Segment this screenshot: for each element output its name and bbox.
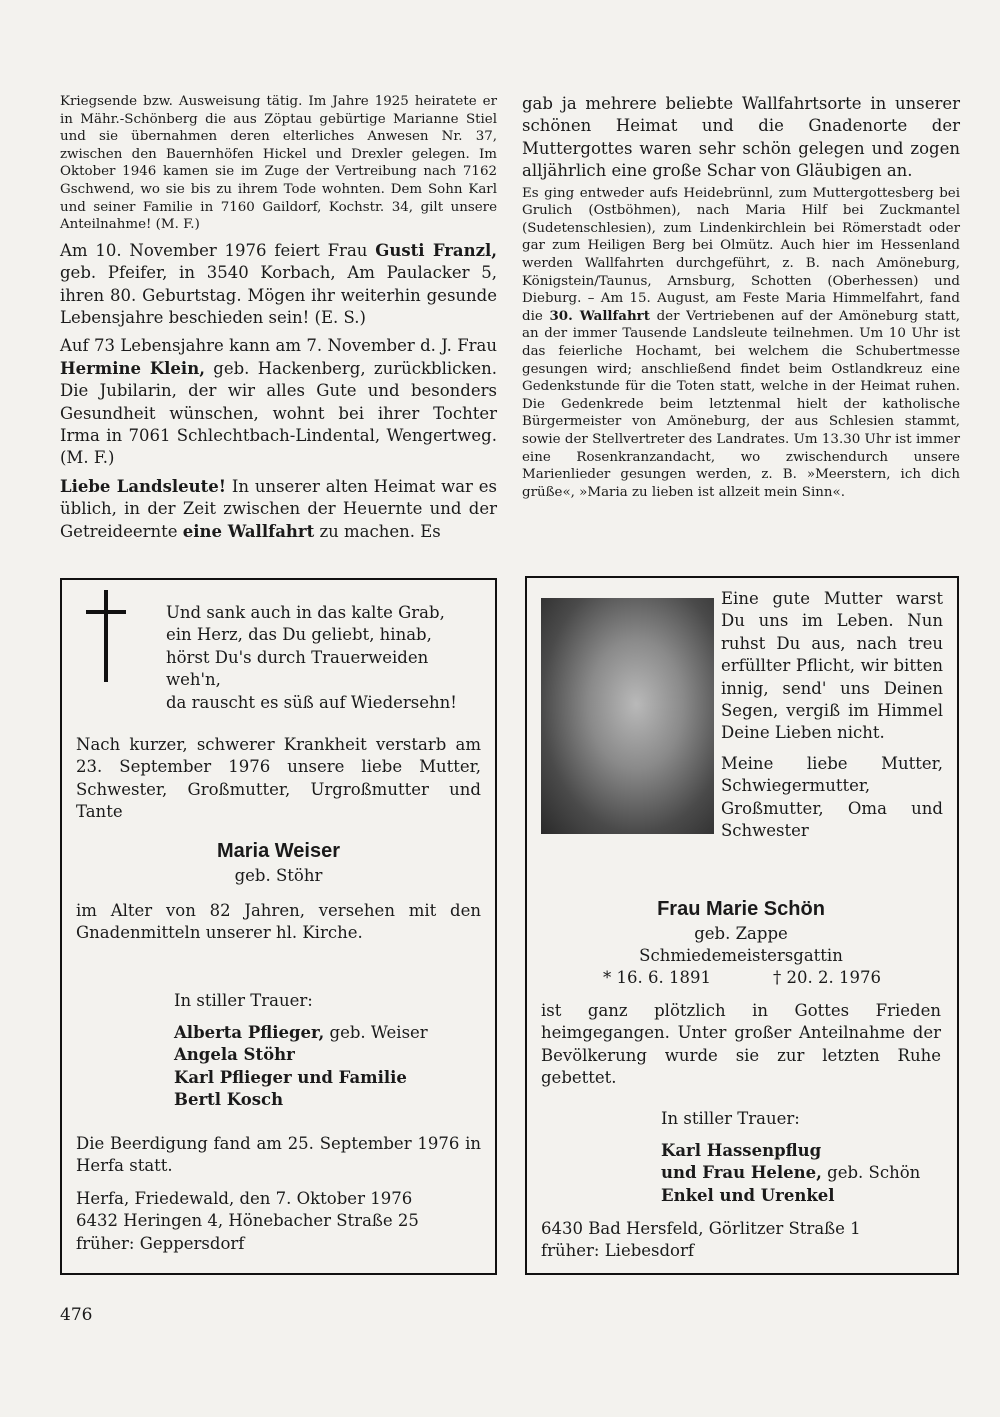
age-text: im Alter von 82 Jahren, versehen mit den Gnadenmitteln unserer hl. Kirche. <box>76 901 481 943</box>
address-block <box>541 1218 941 1263</box>
poem-line: da rauscht es süß auf Wiedersehn! <box>166 692 457 712</box>
portrait-photo <box>541 598 714 834</box>
deceased-name: Frau Marie Schön <box>657 898 825 920</box>
poem-line: ein Herz, das Du geliebt, hinab, <box>166 625 432 645</box>
birthday-notice-klein: Auf 73 Lebensjahre kann am 7. November d. J. Frau Hermine Klein, geb. Hackenberg, zurückblicken. Die Jubilarin, der wir alles Gute und besonders Gesundheit wünschen, wohnt bei ihrer Tochter Irma in 7061 Schlechtbach-Lindental, Wengertweg. (M. F.) <box>60 336 497 468</box>
profession: Schmiedemeistersgattin <box>639 946 843 965</box>
obituary-maria-weiser <box>60 578 497 1275</box>
photo-caption-text <box>721 588 943 842</box>
deceased-name: Maria Weiser <box>216 840 341 862</box>
obituary-marie-schoen <box>525 576 959 1275</box>
mourner: Bertl Kosch <box>174 1090 284 1110</box>
poem-line: weh'n, <box>166 670 221 690</box>
mourners-list <box>174 1022 481 1112</box>
birth-date: * 16. 6. 1891 <box>603 968 711 987</box>
mourner: und Frau Helene, geb. Schön <box>661 1163 921 1183</box>
address-line: früher: Geppersdorf <box>76 1233 245 1253</box>
mourner: Karl Pflieger und Familie <box>174 1067 407 1087</box>
page-number: 476 <box>60 1305 93 1325</box>
article-paragraph: Kriegsende bzw. Ausweisung tätig. Im Jahre 1925 heiratete er in Mähr.-Schönberg die aus Zöptau gebürtige Marianne Stiel und sie übernahmen deren elterliches Anwesen Nr. 37, zwischen den Bauernhöfen Hickel und Drexler gelegen. Im Oktober 1946 kamen sie im Zuge der Vertreibung nach 7162 Gschwend, wo sie bis zu ihrem Tode wohnten. Dem Sohn Karl und seiner Familie in 7160 Gaildorf, Kochstr. 34, gilt unsere Anteilnahme! (M. F.) <box>60 94 497 233</box>
mourning-label: In stiller Trauer: <box>661 1109 800 1128</box>
obituary-poem: Eine gute Mutter warst Du uns im Leben. Nun ruhst Du aus, nach treu erfüllter Pflicht, wir bitten innig, send' uns Deinen Segen, vergiß im Himmel Deine Lieben nicht. <box>721 589 943 743</box>
pilgrimage-intro: Liebe Landsleute! In unserer alten Heimat war es üblich, in der Zeit zwischen der Heuernte und der Getreideernte eine Wallfahrt zu machen. Es <box>60 476 498 541</box>
relation-text: Meine liebe Mutter, Schwiegermutter, Großmutter, Oma und Schwester <box>721 753 943 841</box>
poem-line: Und sank auch in das kalte Grab, <box>166 603 445 622</box>
pilgrimage-details: Es ging entweder aufs Heidebrünnl, zum Muttergottesberg bei Grulich (Ostböhmen), nach Maria Hilf bei Zuckmantel (Sudetenschlesien), zum Lindenkirchlein bei Römerstadt oder gar zum Heiligen Berg bei Olmütz. Auch hier im Hessenland werden Wallfahrten durchgeführt, z. B. nach Amöneburg, Königstein/Taunus, Arnsburg, Schotten (Oberhessen) und Dieburg. – Am 15. August, am Feste Maria Himmelfahrt, fand die 30. Wallfahrt der Vertriebenen auf der Amöneburg statt, an der immer Tausende Landsleute teilnehmen. Um 10 Uhr ist das feierliche Hochamt, bei welchem die Schubertmesse gesungen wird; anschließend findet beim Ostlandkreuz eine Gedenkstunde für die Toten statt, welche in der Heimat ruhen. Die Gedenkrede beim letztenmal hielt der katholische Bürgermeister von Amöneburg, der aus Schlesien stammt, sowie der Stellvertreter des Landrates. Um 13.30 Uhr ist immer eine Rosenkranzandacht, wo zwischendurch unsere Marienlieder gesungen werden, z. B. »Meerstern, ich dich grüße«, »Maria zu lieben ist allzeit mein Sinn«. <box>522 185 960 500</box>
mourning-label: In stiller Trauer: <box>174 991 313 1010</box>
left-column <box>60 93 497 543</box>
cross-icon <box>86 590 126 682</box>
mourner: Enkel und Urenkel <box>661 1185 835 1205</box>
address-line: Herfa, Friedewald, den 7. Oktober 1976 <box>76 1189 413 1208</box>
address-block <box>76 1188 481 1255</box>
pilgrimage-paragraph: gab ja mehrere beliebte Wallfahrtsorte in unserer schönen Heimat und die Gnadenorte der Muttergottes waren sehr schön gelegen und zogen alljährlich eine große Schar von Gläubigen an. <box>522 94 960 181</box>
birth-name: geb. Stöhr <box>234 866 323 885</box>
death-date: † 20. 2. 1976 <box>773 968 881 987</box>
right-column <box>522 93 960 501</box>
mourner: Alberta Pflieger, geb. Weiser <box>174 1023 428 1042</box>
mourner: Angela Stöhr <box>174 1045 295 1065</box>
address-line: früher: Liebesdorf <box>541 1241 694 1261</box>
birthday-notice-franzl: Am 10. November 1976 feiert Frau Gusti Franzl, geb. Pfeifer, in 3540 Korbach, Am Paulacker 5, ihren 80. Geburtstag. Mögen ihr weiterhin gesunde Lebensjahre beschieden sein! (E. S.) <box>60 240 498 327</box>
obituary-text: ist ganz plötzlich in Gottes Frieden heimgegangen. Unter großer Anteilnahme der Bevölkerung wurde sie zur letzten Ruhe gebettet. <box>541 1001 941 1088</box>
obituary-intro: Nach kurzer, schwerer Krankheit verstarb am 23. September 1976 unsere liebe Mutter, Schwester, Großmutter, Urgroßmutter und Tante <box>76 735 481 822</box>
birth-name: geb. Zappe <box>694 924 788 943</box>
address-line: 6430 Bad Hersfeld, Görlitzer Straße 1 <box>541 1219 861 1238</box>
address-line: 6432 Heringen 4, Hönebacher Straße 25 <box>76 1211 419 1231</box>
mourner: Karl Hassenpflug <box>661 1141 822 1160</box>
funeral-text: Die Beerdigung fand am 25. September 1976 in Herfa statt. <box>76 1134 481 1176</box>
mourners-list <box>661 1140 941 1207</box>
poem-line: hörst Du's durch Trauerweiden <box>166 647 429 667</box>
obituary-poem <box>166 602 486 714</box>
